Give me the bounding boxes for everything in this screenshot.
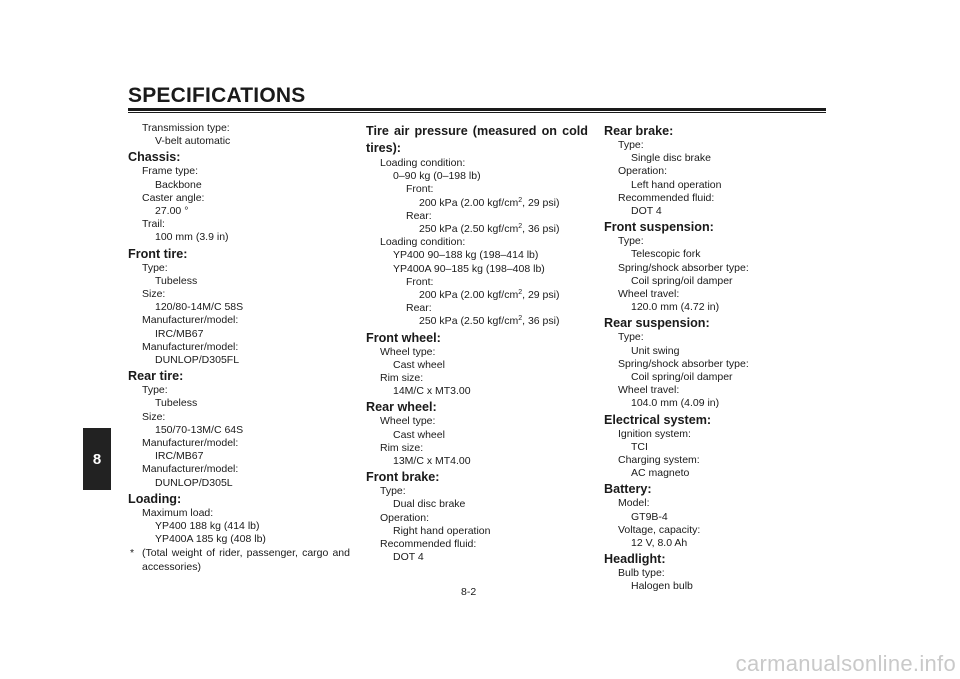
spec-value-text: 200 kPa (2.00 kgf/cm	[419, 289, 519, 302]
spec-value: 13M/C x MT4.00	[393, 455, 471, 468]
spec-value: 150/70-13M/C 64S	[155, 423, 244, 436]
superscript: 2	[518, 223, 523, 231]
site-watermark: carmanualsonline.info	[735, 651, 956, 676]
section-heading: Loading:	[128, 491, 182, 506]
superscript: 2	[518, 289, 523, 297]
spec-label: Rear:	[406, 209, 432, 222]
spec-label: Recommended fluid:	[380, 538, 477, 551]
title-rule-thin	[128, 112, 826, 113]
chapter-tab: 8	[83, 428, 111, 490]
spec-label: Front:	[406, 183, 434, 196]
spec-value: YP400A 90–185 kg (198–408 lb)	[393, 262, 545, 275]
spec-value: V-belt automatic	[155, 135, 231, 148]
spec-value: Tubeless	[155, 397, 198, 410]
section-heading: Headlight:	[604, 552, 666, 567]
spec-label: Rear:	[406, 302, 432, 315]
spec-label: Wheel type:	[380, 345, 436, 358]
section-heading: Rear suspension:	[604, 316, 710, 331]
spec-value: Cast wheel	[393, 428, 445, 441]
spec-value-text: , 29 psi)	[522, 289, 560, 302]
spec-value-text: 250 kPa (2.50 kgf/cm	[419, 315, 519, 328]
spec-label: Caster angle:	[142, 191, 205, 204]
spec-value: 120.0 mm (4.72 in)	[631, 301, 720, 314]
spec-value-text: , 36 psi)	[522, 223, 560, 236]
spec-value: 100 mm (3.9 in)	[155, 231, 229, 244]
footnote	[128, 547, 350, 573]
spec-label: Size:	[142, 288, 166, 301]
spec-value: IRC/MB67	[155, 450, 204, 463]
page-number: 8-2	[461, 586, 477, 598]
superscript: 2	[518, 315, 523, 323]
spec-value: DUNLOP/D305L	[155, 476, 233, 489]
spec-label: Type:	[142, 384, 168, 397]
spec-value: IRC/MB67	[155, 327, 204, 340]
spec-label: Rim size:	[380, 441, 424, 454]
footnote-text: (Total weight of rider, passenger, cargo and accessories)	[142, 547, 350, 573]
spec-label: Trail:	[142, 218, 165, 231]
spec-value: Halogen bulb	[631, 580, 693, 593]
spec-label: Wheel type:	[380, 415, 436, 428]
spec-label: Size:	[142, 410, 166, 423]
spec-value: Left hand operation	[631, 178, 722, 191]
spec-label: Wheel travel:	[618, 288, 680, 301]
spec-value: Coil spring/oil damper	[631, 371, 733, 384]
spec-value: 27.00 °	[155, 205, 189, 218]
spec-label: Bulb type:	[618, 567, 665, 580]
spec-label: Operation:	[380, 511, 430, 524]
section-heading: Rear tire:	[128, 369, 184, 384]
spec-label: Front:	[406, 275, 434, 288]
section-heading: Electrical system:	[604, 412, 712, 427]
spec-value: YP400 90–188 kg (198–414 lb)	[393, 249, 539, 262]
spec-label: Type:	[142, 261, 168, 274]
spec-label: Wheel travel:	[618, 384, 680, 397]
section-heading: Battery:	[604, 482, 652, 497]
spec-label: Voltage, capacity:	[618, 523, 701, 536]
spec-value: GT9B-4	[631, 510, 668, 523]
spec-value: 14M/C x MT3.00	[393, 385, 471, 398]
spec-label: Type:	[618, 331, 644, 344]
spec-value: Tubeless	[155, 274, 198, 287]
spec-value: 0–90 kg (0–198 lb)	[393, 170, 481, 183]
spec-label: Spring/shock absorber type:	[618, 261, 749, 274]
spec-column-2	[366, 122, 588, 564]
spec-value-text: , 29 psi)	[522, 196, 560, 209]
spec-value: 120/80-14M/C 58S	[155, 301, 244, 314]
spec-value: Unit swing	[631, 344, 680, 357]
spec-label: Ignition system:	[618, 427, 691, 440]
spec-value: 12 V, 8.0 Ah	[631, 537, 688, 550]
footnote-marker: *	[130, 547, 135, 560]
page-title: SPECIFICATIONS	[128, 84, 306, 107]
section-heading: Rear wheel:	[366, 400, 437, 415]
section-heading: Chassis:	[128, 150, 181, 165]
spec-value-text: , 36 psi)	[522, 315, 560, 328]
spec-value: Coil spring/oil damper	[631, 274, 733, 287]
spec-label: Charging system:	[618, 454, 700, 467]
spec-value	[366, 197, 588, 210]
spec-value: Single disc brake	[631, 152, 711, 165]
spec-label: Rim size:	[380, 372, 424, 385]
spec-value-text: 200 kPa (2.00 kgf/cm	[419, 196, 519, 209]
spec-value: Telescopic fork	[631, 248, 701, 261]
spec-value: DUNLOP/D305FL	[155, 354, 240, 367]
spec-value: Dual disc brake	[393, 498, 466, 511]
spec-label: Manufacturer/model:	[142, 314, 239, 327]
spec-label: Manufacturer/model:	[142, 463, 239, 476]
spec-value: YP400A 185 kg (408 lb)	[155, 533, 266, 546]
section-heading: Front tire:	[128, 246, 188, 261]
spec-label: Type:	[618, 139, 644, 151]
spec-label: Manufacturer/model:	[142, 437, 239, 450]
spec-value: Backbone	[155, 178, 202, 191]
spec-value: AC magneto	[631, 467, 690, 480]
spec-label: Type:	[380, 485, 406, 498]
spec-value: DOT 4	[393, 551, 424, 564]
title-rule-thick	[128, 108, 826, 111]
spec-label: Recommended fluid:	[618, 191, 715, 204]
section-heading: Tire air pressure (measured on cold tires):	[366, 124, 588, 155]
spec-value	[366, 289, 588, 302]
spec-value: YP400 188 kg (414 lb)	[155, 520, 260, 533]
spec-label: Manufacturer/model:	[142, 340, 239, 353]
spec-value: DOT 4	[631, 205, 662, 218]
spec-value	[366, 223, 588, 236]
section-heading: Front brake:	[366, 470, 440, 485]
spec-column-1	[128, 122, 350, 574]
superscript: 2	[518, 196, 523, 204]
spec-label: Model:	[618, 497, 650, 510]
spec-label: Operation:	[618, 165, 668, 178]
spec-value: 104.0 mm (4.09 in)	[631, 397, 720, 410]
spec-label: Spring/shock absorber type:	[618, 357, 749, 370]
spec-label: Transmission type:	[142, 122, 230, 134]
spec-value: Right hand operation	[393, 524, 491, 537]
section-heading: Front suspension:	[604, 220, 714, 235]
section-heading: Front wheel:	[366, 330, 441, 345]
spec-value: TCI	[631, 440, 648, 453]
section-heading: Rear brake:	[604, 124, 674, 138]
spec-label: Loading condition:	[380, 157, 466, 169]
spec-value-text: 250 kPa (2.50 kgf/cm	[419, 223, 519, 236]
spec-column-3	[604, 122, 826, 594]
spec-label: Maximum load:	[142, 506, 214, 519]
spec-value	[366, 315, 588, 328]
spec-label: Frame type:	[142, 165, 199, 178]
spec-label: Type:	[618, 235, 644, 248]
spec-label: Loading condition:	[380, 236, 466, 249]
spec-value: Cast wheel	[393, 358, 445, 371]
